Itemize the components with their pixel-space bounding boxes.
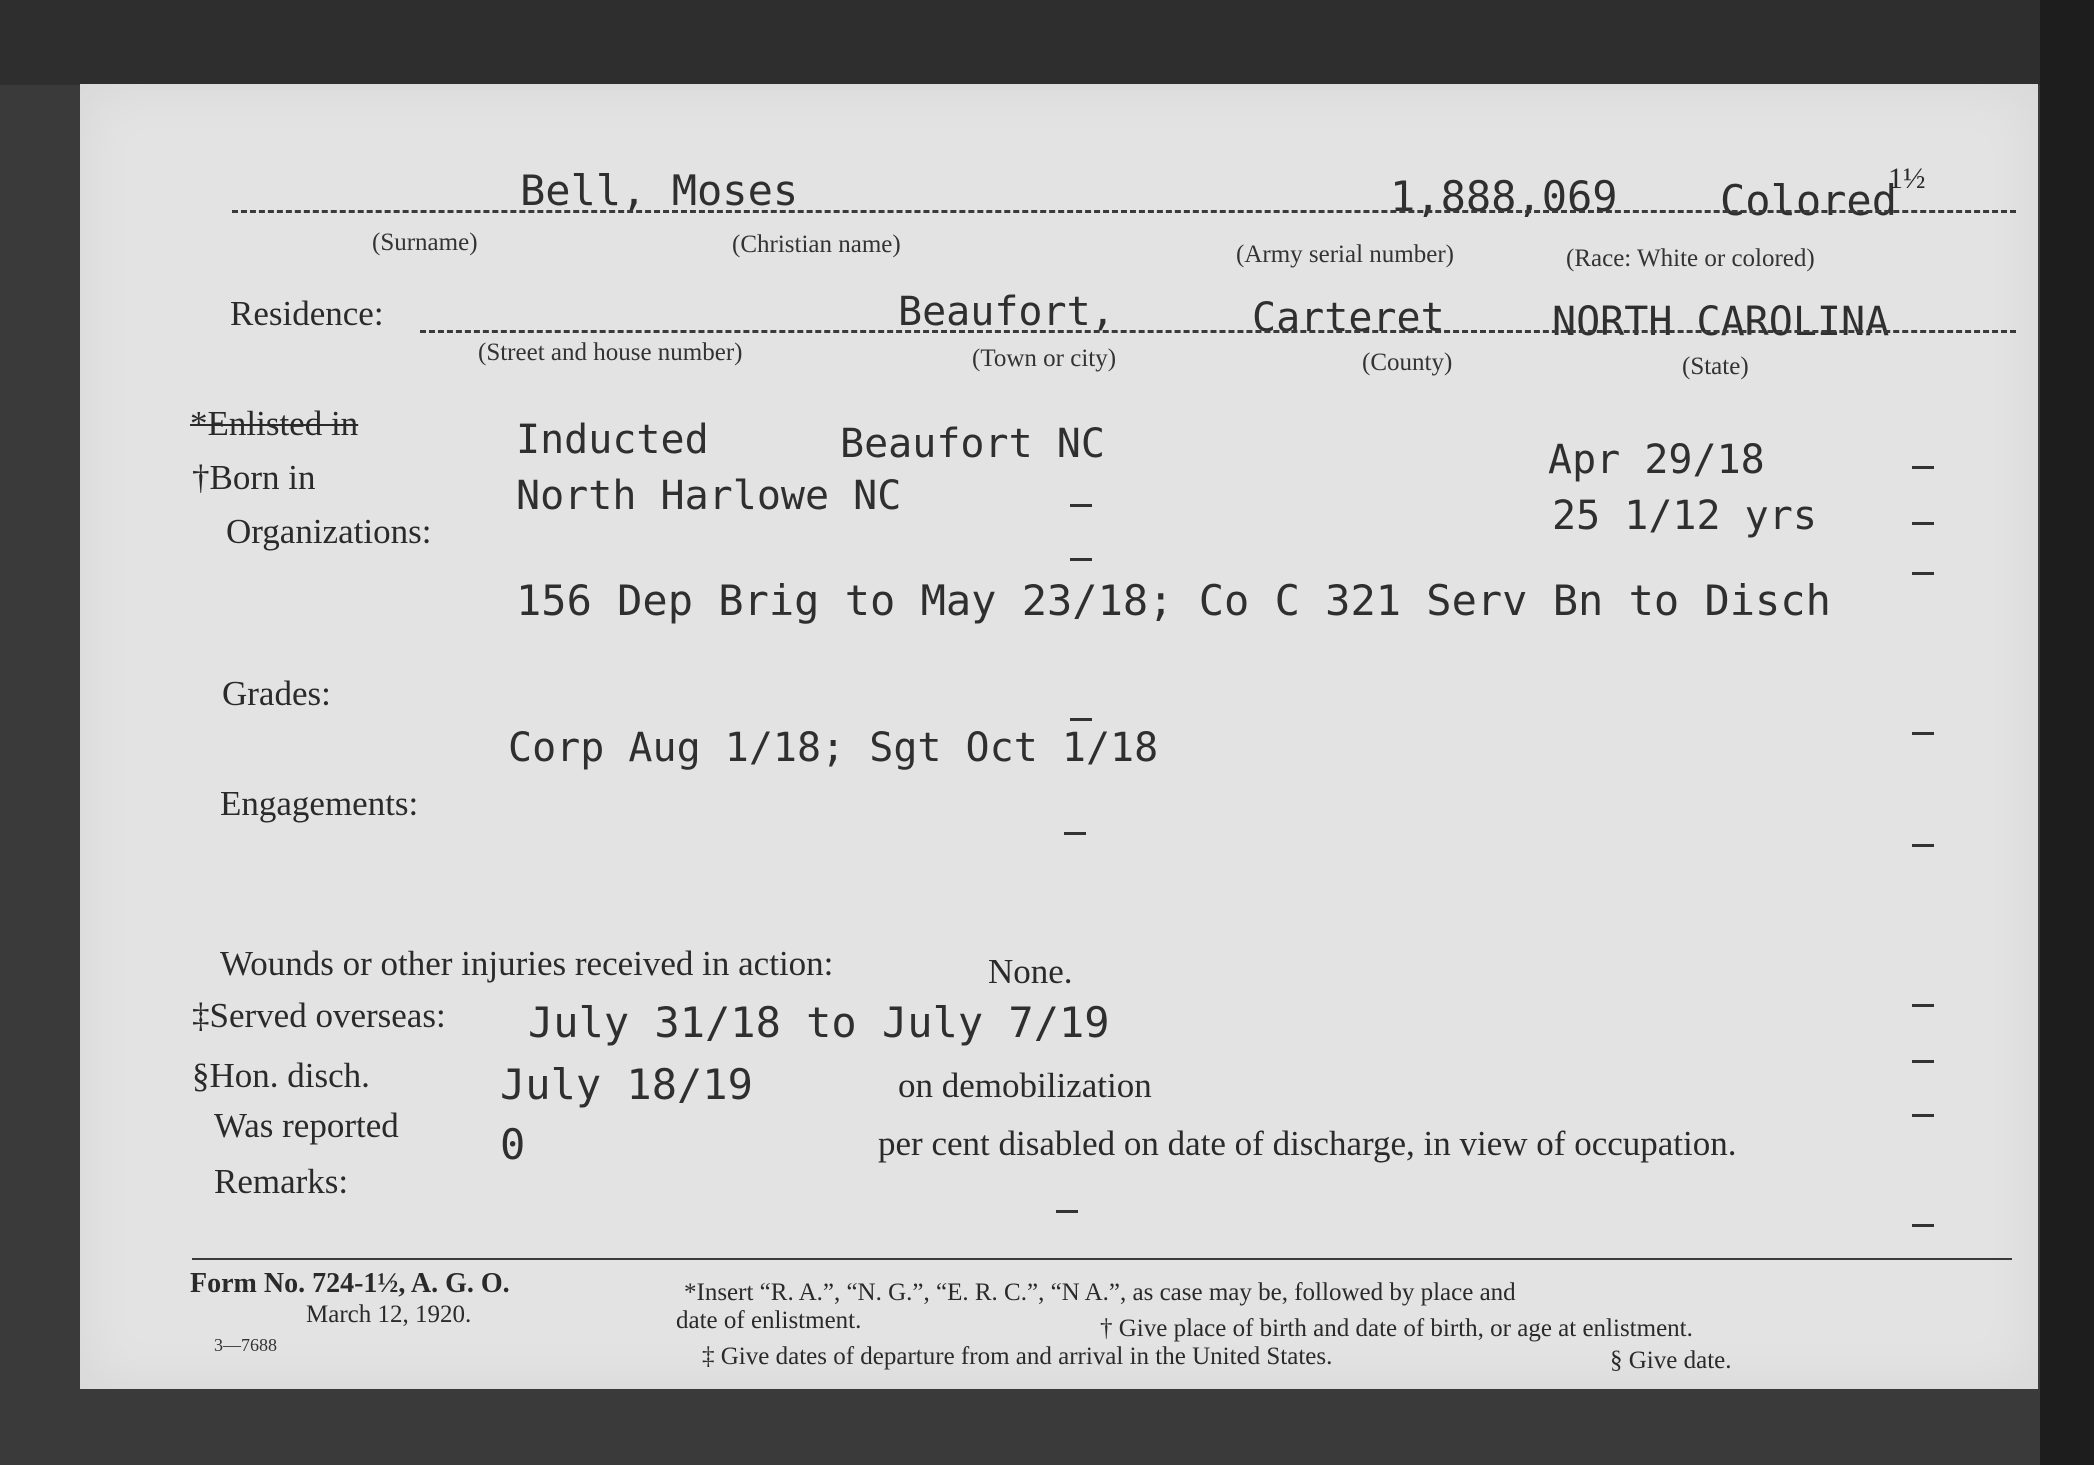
inducted-place: Beaufort NC — [840, 421, 1105, 467]
caption-race: (Race: White or colored) — [1566, 245, 1815, 272]
residence-town: Beaufort, — [898, 289, 1115, 335]
form-date: March 12, 1920. — [306, 1301, 472, 1328]
organizations-value: 156 Dep Brig to May 23/18; Co C 321 Serv Bn to Disch — [516, 576, 1831, 625]
hon-disch-value: July 18/19 — [500, 1060, 753, 1109]
reported-value: 0 — [500, 1120, 526, 1169]
caption-christian-name: (Christian name) — [732, 231, 901, 258]
overseas-value: July 31/18 to July 7/19 — [528, 998, 1110, 1047]
dash-mark — [1064, 832, 1086, 835]
organizations-label: Organizations: — [226, 512, 432, 551]
dash-mark — [1912, 466, 1934, 469]
dash-mark — [1912, 572, 1934, 575]
born-place: North Harlowe NC — [516, 473, 902, 519]
dash-mark — [1912, 1060, 1934, 1063]
caption-state: (State) — [1682, 353, 1749, 380]
was-reported-label: Was reported — [214, 1106, 399, 1145]
form-suffix: 1½ — [1888, 162, 1926, 195]
dash-mark — [1056, 1210, 1078, 1213]
grades-value: Corp Aug 1/18; Sgt Oct 1/18 — [508, 725, 1159, 771]
caption-town: (Town or city) — [972, 345, 1117, 372]
residence-state: NORTH CAROLINA — [1552, 299, 1890, 345]
residence-label: Residence: — [230, 294, 384, 333]
per-cent-disabled: per cent disabled on date of discharge, in view of occupation. — [878, 1124, 1737, 1163]
caption-county: (County) — [1362, 349, 1453, 376]
footnote-birth: † Give place of birth and date of birth, or age at enlistment. — [1100, 1315, 1693, 1342]
header-dotted-line — [232, 210, 2016, 213]
footer-rule — [192, 1258, 2012, 1260]
born-label: †Born in — [192, 458, 316, 497]
age-at-enlistment: 25 1/12 yrs — [1552, 493, 1817, 539]
scan-border-right — [2040, 0, 2094, 1465]
scan-border-top — [0, 0, 2094, 85]
wounds-value: None. — [988, 952, 1073, 991]
dash-mark — [1912, 844, 1934, 847]
form-number: Form No. 724-1½, A. G. O. — [190, 1268, 510, 1299]
residence-county: Carteret — [1252, 295, 1445, 341]
record-card — [80, 84, 2038, 1389]
dash-mark — [1070, 558, 1092, 561]
inducted-date: Apr 29/18 — [1548, 437, 1765, 483]
dash-mark — [1912, 522, 1934, 525]
caption-street: (Street and house number) — [478, 339, 743, 366]
caption-serial: (Army serial number) — [1236, 241, 1454, 268]
dash-mark — [1912, 732, 1934, 735]
residence-dotted-line — [420, 330, 2016, 333]
footnote-overseas: ‡ Give dates of departure from and arrival in the United States. — [702, 1343, 1333, 1370]
footnote-date-enlistment: date of enlistment. — [676, 1307, 862, 1334]
remarks-label: Remarks: — [214, 1162, 349, 1201]
dash-mark — [1912, 1114, 1934, 1117]
printer-code: 3—7688 — [214, 1335, 277, 1355]
surname-christian-name: Bell, Moses — [520, 166, 799, 215]
dash-mark — [1912, 1004, 1934, 1007]
footnote-insert: *Insert “R. A.”, “N. G.”, “E. R. C.”, “N A.”, as case may be, followed by place and — [684, 1279, 1516, 1306]
army-serial-number: 1,888,069 — [1390, 172, 1618, 221]
engagements-label: Engagements: — [220, 784, 419, 823]
overseas-label: ‡Served overseas: — [192, 996, 446, 1035]
dash-mark — [1912, 1224, 1934, 1227]
dash-mark — [1070, 718, 1092, 721]
grades-label: Grades: — [222, 674, 331, 713]
wounds-label: Wounds or other injuries received in action: — [220, 944, 834, 983]
dash-mark — [1070, 504, 1092, 507]
enlisted-label: *Enlisted in — [190, 404, 359, 443]
footnote-give-date: § Give date. — [1610, 1347, 1732, 1374]
inducted: Inducted — [516, 417, 709, 463]
race: Colored — [1720, 176, 1898, 225]
caption-surname: (Surname) — [372, 229, 478, 256]
hon-disch-label: §Hon. disch. — [192, 1056, 370, 1095]
on-demobilization: on demobilization — [898, 1066, 1152, 1105]
